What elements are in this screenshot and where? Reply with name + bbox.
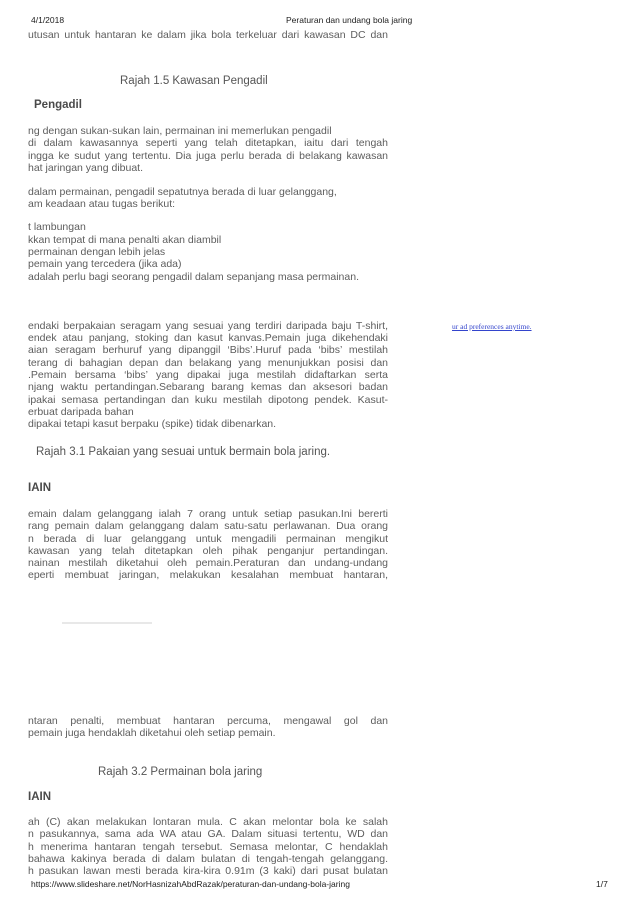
para-kedudukan-line: am keadaan atau tugas berikut: — [28, 198, 176, 210]
figure-caption-rajah-3-1: Rajah 3.1 Pakaian yang sesuai untuk bermain bola jaring. — [36, 446, 331, 458]
para-pemain-line: kawasan yang telah ditetapkan oleh pihak penganjur pertandingan. — [28, 545, 388, 557]
para-pemain-line: rang pemain dalam gelanggang dalam satu-satu perlawanan. Dua orang — [28, 520, 388, 532]
para-pakaian-line: erbuat daripada bahan — [28, 406, 134, 418]
list-tugas-item: permainan dengan lebih jelas — [28, 246, 166, 258]
para-pakaian-line: dipakai tetapi kasut berpaku (spike) tidak dibenarkan. — [28, 418, 277, 430]
para-pengadil-line: ng dengan sukan-sukan lain, permainan ini memerlukan pengadil — [28, 125, 332, 137]
doc-top-line: utusan untuk hantaran ke dalam jika bola terkeluar dari kawasan DC dan — [28, 29, 388, 41]
para-pengadil-line: di dalam kawasannya seperti yang telah ditetapkan, iaitu dari tengah — [28, 137, 388, 149]
para-hantaran-line: pemain juga hendaklah diketahui oleh setiap pemain. — [28, 727, 276, 739]
para-kedudukan-line: dalam permainan, pengadil sepatutnya berada di luar gelanggang, — [28, 186, 337, 198]
section-heading-pemain-2: IAIN — [28, 791, 51, 803]
para-pengadil-line: ingga ke sudut yang tertentu. Dia juga perlu berada di belakang kawasan — [28, 150, 388, 162]
para-pengadil-line: hat jaringan yang dibuat. — [28, 162, 144, 174]
list-tugas-item: adalah perlu bagi seorang pengadil dalam sepanjang masa permainan. — [28, 271, 359, 283]
para-pakaian-line: aian seragam berhuruf yang dipanggil ‘Bibs’.Huruf pada ‘bibs’ mestilah — [28, 344, 388, 356]
para-pakaian-line: njang waktu pertandingan.Sebarang barang kemas dan aksesori badan — [28, 381, 388, 393]
list-tugas-item: t lambungan — [28, 221, 86, 233]
page-footer-url[interactable]: https://www.slideshare.net/NorHasnizahAbdRazak/peraturan-dan-undang-bola-jaring — [31, 879, 350, 889]
para-lontaran-line: bahawa kakinya berada di dalam bulatan di tengah-tengah gelanggang. — [28, 853, 388, 865]
section-heading-pemain: IAIN — [28, 482, 51, 494]
page-footer-page-number: 1/7 — [596, 879, 608, 889]
list-tugas-item: pemain yang tercedera (jika ada) — [28, 258, 182, 270]
para-pakaian-line: ipakai semasa pertandingan dan kuku mestilah dipotong pendek. Kasut- — [28, 394, 388, 406]
ad-preferences-link[interactable]: ur ad preferences anytime. — [452, 322, 532, 331]
para-pemain-line: eperti membuat jaringan, melakukan kesalahan membuat hantaran, — [28, 569, 388, 581]
para-pemain-line: emain dalam gelanggang ialah 7 orang untuk setiap pasukan.Ini bererti — [28, 508, 388, 520]
para-lontaran-line: ah (C) akan melakukan lontaran mula. C akan melontar bola ke salah — [28, 816, 388, 828]
section-heading-pengadil: Pengadil — [34, 99, 82, 111]
para-pakaian-line: .Pemain bersama ‘bibs’ yang dipakai juga mestilah didaftarkan serta — [28, 369, 388, 381]
faint-figure-remnant — [62, 622, 152, 624]
para-lontaran-line: h menerima hantaran tengah tersebut. Semasa melontar, C hendaklah — [28, 841, 388, 853]
para-pemain-line: n berada di luar gelanggang untuk mengadili permainan mengikut — [28, 533, 388, 545]
document-page-image — [28, 26, 393, 876]
figure-caption-rajah-3-2: Rajah 3.2 Permainan bola jaring — [98, 766, 263, 778]
para-hantaran-line: ntaran penalti, membuat hantaran percuma, mengawal gol dan — [28, 715, 388, 727]
list-tugas-item: kkan tempat di mana penalti akan diambil — [28, 234, 222, 246]
page-header-title: Peraturan dan undang bola jaring — [286, 15, 413, 25]
para-pakaian-line: terang di bahagian depan dan belakang yang menunjukkan posisi dan — [28, 357, 388, 369]
para-lontaran-line: h pasukan lawan mesti berada kira-kira 0.91m (3 kaki) dari pusat bulatan — [28, 865, 388, 876]
para-pakaian-line: endek atau panjang, stoking dan kasut kanvas.Pemain juga dikehendaki — [28, 332, 388, 344]
figure-caption-rajah-1-5: Rajah 1.5 Kawasan Pengadil — [120, 75, 268, 87]
page-header-date: 4/1/2018 — [31, 15, 65, 25]
para-pakaian-line: endaki berpakaian seragam yang sesuai yang terdiri daripada baju T-shirt, — [28, 320, 388, 332]
para-pemain-line: nainan mestilah diketahui oleh pemain.Peraturan dan undang-undang — [28, 557, 388, 569]
para-lontaran-line: n pasukannya, sama ada WA atau GA. Dalam situasi tertentu, WD dan — [28, 828, 388, 840]
